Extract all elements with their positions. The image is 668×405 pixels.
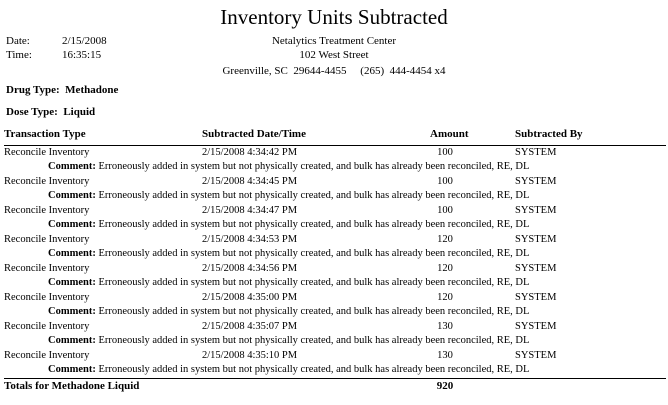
comment-text: Erroneously added in system but not physically created, and bulk has already been reconciled, RE, DL	[98, 219, 530, 230]
comment-label: Comment:	[48, 219, 96, 230]
cell-subtracted-date: 2/15/2008 4:34:56 PM	[202, 263, 298, 274]
comment-text: Erroneously added in system but not physically created, and bulk has already been reconciled, RE, DL	[98, 335, 530, 346]
cell-amount: 100	[437, 147, 453, 158]
cell-transaction-type: Reconcile Inventory	[4, 350, 90, 361]
org-city-phone: Greenville, SC 29644-4455 (265) 444-4454 x4	[222, 65, 446, 77]
table-row	[0, 205, 668, 234]
table-row	[0, 234, 668, 263]
cell-subtracted-by: SYSTEM	[515, 292, 557, 303]
cell-transaction-type: Reconcile Inventory	[4, 234, 90, 245]
table-row	[0, 321, 668, 350]
time-value: 16:35:15	[62, 49, 102, 61]
header-amount: Amount	[430, 128, 469, 140]
totals-rule	[4, 378, 666, 379]
cell-subtracted-date: 2/15/2008 4:34:53 PM	[202, 234, 298, 245]
comment-label: Comment:	[48, 335, 96, 346]
report-title: Inventory Units Subtracted	[220, 5, 448, 29]
cell-subtracted-date: 2/15/2008 4:34:45 PM	[202, 176, 298, 187]
cell-transaction-type: Reconcile Inventory	[4, 176, 90, 187]
table-row	[0, 263, 668, 292]
cell-subtracted-by: SYSTEM	[515, 234, 557, 245]
header-transaction-type: Transaction Type	[4, 128, 86, 140]
cell-transaction-type: Reconcile Inventory	[4, 263, 90, 274]
org-street: 102 West Street	[299, 49, 369, 61]
cell-subtracted-date: 2/15/2008 4:34:42 PM	[202, 147, 298, 158]
dose-type: Dose Type: Liquid	[6, 106, 96, 118]
cell-subtracted-date: 2/15/2008 4:35:07 PM	[202, 321, 298, 332]
cell-transaction-type: Reconcile Inventory	[4, 321, 90, 332]
date-label: Date:	[6, 35, 30, 47]
cell-transaction-type: Reconcile Inventory	[4, 292, 90, 303]
comment-text: Erroneously added in system but not physically created, and bulk has already been reconciled, RE, DL	[98, 306, 530, 317]
cell-subtracted-by: SYSTEM	[515, 176, 557, 187]
row-comment	[48, 161, 529, 172]
cell-subtracted-by: SYSTEM	[515, 147, 557, 158]
comment-text: Erroneously added in system but not physically created, and bulk has already been reconciled, RE, DL	[98, 161, 530, 172]
totals-amount: 920	[436, 380, 454, 392]
time-label: Time:	[6, 49, 32, 61]
cell-subtracted-date: 2/15/2008 4:35:10 PM	[202, 350, 298, 361]
table-row	[0, 176, 668, 205]
table-row	[0, 292, 668, 321]
cell-amount: 130	[437, 350, 453, 361]
header-subtracted-date: Subtracted Date/Time	[202, 128, 306, 140]
cell-amount: 120	[437, 263, 453, 274]
comment-text: Erroneously added in system but not physically created, and bulk has already been reconciled, RE, DL	[98, 248, 530, 259]
comment-label: Comment:	[48, 364, 96, 375]
cell-amount: 100	[437, 176, 453, 187]
row-comment	[48, 364, 529, 375]
header-rule	[4, 145, 666, 146]
cell-subtracted-date: 2/15/2008 4:34:47 PM	[202, 205, 298, 216]
comment-label: Comment:	[48, 277, 96, 288]
cell-subtracted-by: SYSTEM	[515, 263, 557, 274]
comment-label: Comment:	[48, 248, 96, 259]
header-subtracted-by: Subtracted By	[515, 128, 583, 140]
comment-label: Comment:	[48, 306, 96, 317]
comment-text: Erroneously added in system but not physically created, and bulk has already been reconciled, RE, DL	[98, 364, 530, 375]
table-row	[0, 350, 668, 379]
cell-amount: 100	[437, 205, 453, 216]
cell-amount: 120	[437, 234, 453, 245]
comment-text: Erroneously added in system but not physically created, and bulk has already been reconciled, RE, DL	[98, 190, 530, 201]
cell-subtracted-by: SYSTEM	[515, 350, 557, 361]
totals-label: Totals for Methadone Liquid	[4, 380, 140, 392]
comment-label: Comment:	[48, 190, 96, 201]
table-row	[0, 147, 668, 176]
row-comment	[48, 190, 529, 201]
date-value: 2/15/2008	[62, 35, 107, 47]
drug-type: Drug Type: Methadone	[6, 84, 119, 96]
cell-transaction-type: Reconcile Inventory	[4, 205, 90, 216]
cell-amount: 130	[437, 321, 453, 332]
comment-text: Erroneously added in system but not physically created, and bulk has already been reconciled, RE, DL	[98, 277, 530, 288]
cell-subtracted-date: 2/15/2008 4:35:00 PM	[202, 292, 298, 303]
row-comment	[48, 306, 529, 317]
cell-amount: 120	[437, 292, 453, 303]
row-comment	[48, 335, 529, 346]
comment-label: Comment:	[48, 161, 96, 172]
cell-subtracted-by: SYSTEM	[515, 321, 557, 332]
cell-subtracted-by: SYSTEM	[515, 205, 557, 216]
org-name: Netalytics Treatment Center	[271, 35, 397, 47]
row-comment	[48, 277, 529, 288]
cell-transaction-type: Reconcile Inventory	[4, 147, 90, 158]
row-comment	[48, 219, 529, 230]
row-comment	[48, 248, 529, 259]
